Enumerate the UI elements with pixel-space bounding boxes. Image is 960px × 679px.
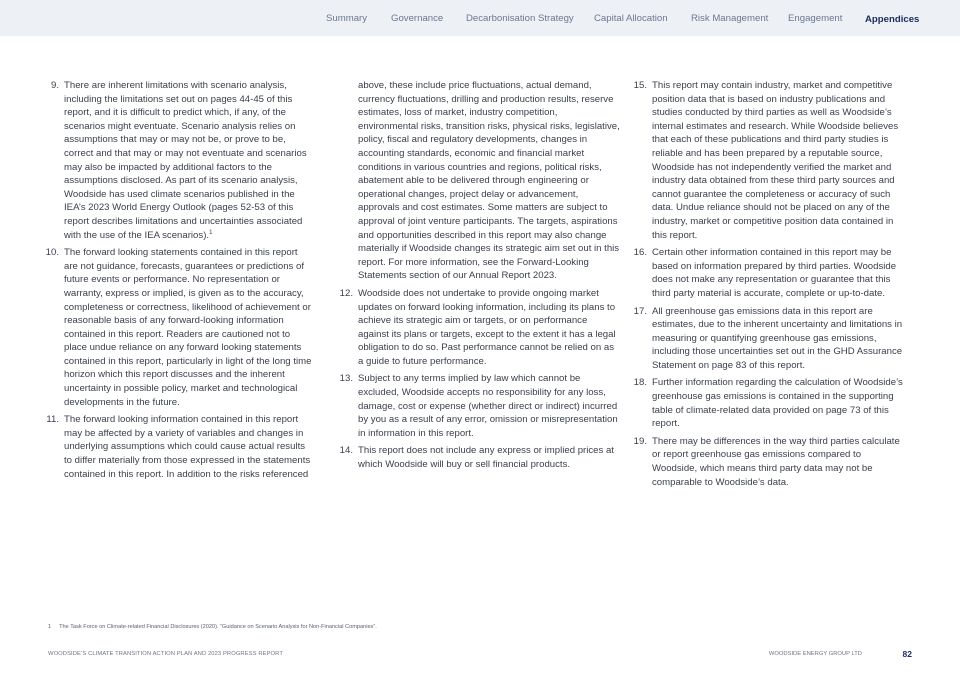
footnote-reference: 1 [209,229,213,236]
note-text: Further information regarding the calculation of Woodside’s greenhouse gas emissions is contained in the supporting table of climate-related data provided on page 73 of this report. [652,377,903,430]
note-text: The forward looking statements contained in this report are not guidance, forecasts, guarantees or predictions of future events or performance. No representation or warranty, express or implied, is given as to the accuracy, completeness or correctness, likelihood of achievement or reasonable basis of any forward-looking information contained in this report. Readers are cautioned not to place undue reliance on any forward looking statements contained in this report, particularly in light of the long time horizon which this report discusses and the inherent uncertainty in possible policy, market and technological developments in the future. [64,247,312,408]
note-text: Certain other information contained in this report may be based on information prepared by third parties. Woodside does not make any representation or guarantee that this third party material is accurate, complete or up-to-date. [652,247,897,299]
notes-column-2 [338,79,620,476]
note-14 [338,444,620,471]
note-19 [632,435,908,489]
nav-appendices[interactable]: Appendices [865,14,920,25]
page-number: 82 [902,649,912,659]
note-16 [632,246,908,300]
note-text: This report does not include any express or implied prices at which Woodside will buy or sell financial products. [358,445,614,471]
note-text: Subject to any terms implied by law which cannot be excluded, Woodside accepts no responsibility for any loss, damage, cost or expense (whether direct or indirect) incurred by you as a result of any error, omission or misrepresentation in information in this report. [358,373,618,439]
note-17 [632,305,908,373]
note-number: 19. [633,435,647,447]
note-text: Woodside does not undertake to provide ongoing market updates on forward looking information, including its plans to achieve its strategic aim or targets, or on performance against its plans or targets, except to the extent it has a legal obligation to do so. Past performance cannot be relied on as a guide to future performance. [358,287,616,367]
note-number: 14. [339,445,353,457]
footnote-text: The Task Force on Climate-related Financial Disclosures (2020). “Guidance on Scenario Analysis for Non-Financial Companies”. [59,624,377,630]
note-text: There may be differences in the way third parties calculate or report greenhouse gas emissions compared to Woodside, which means third party data may not be comparable to Woodside’s data. [652,435,900,488]
footnote-number: 1 [48,624,52,630]
nav-risk-management[interactable]: Risk Management [691,13,769,24]
note-number: 15. [633,80,647,91]
note-text: There are inherent limitations with scenario analysis, including the limitations set out on pages 44-45 of this report, and it is difficult to predict which, if any, of the scenarios might eventuate. Scenario analysis relies on assumptions that may or may not be, or prove to be, correct and that may or may not eventuate and scenarios may also be impacted by additional factors to the assumptions disclosed. As part of its scenario analysis, Woodside has used climate scenarios published in the IEA’s 2023 World Energy Outlook (pages 52-53 of this report describes limitations and uncertainties associated with the use of the IEA scenarios).$^1$ [64,80,307,241]
nav-governance[interactable]: Governance [391,13,444,24]
nav-engagement[interactable]: Engagement [788,13,843,24]
footer-company-name: WOODSIDE ENERGY GROUP LTD [768,651,862,657]
top-navigation [0,0,960,36]
note-text: The forward looking information contained in this report may be affected by a variety of variables and changes in underlying assumptions which could cause actual results to differ materially from those expressed in the statements contained in this report. In addition to the risks referenced [64,414,311,480]
note-number: 16. [633,247,647,259]
note-number: 17. [633,305,647,317]
nav-summary[interactable]: Summary [326,13,368,24]
footer-report-title: WOODSIDE’S CLIMATE TRANSITION ACTION PLAN AND 2023 PROGRESS REPORT [48,651,283,657]
note-number: 10. [45,247,59,259]
note-number: 9. [50,80,59,91]
note-11-continued: above, these include price fluctuations, actual demand, currency fluctuations, drilling and production results, reserve estimates, loss of market, industry competition, environmental risks, transition risks, physical risks, legislative, policy, fiscal and regulatory developments, changes in accounting standards, economic and financial market conditions in various countries and regions, political risks, abatement able to be delivered through engineering or operational changes, project delay or advancement, approvals and cost estimates. Some matters are subject to approval of joint venture participants. The targets, aspirations and opportunities described in this report may also change materially if Woodside changes its strategic aim set out in this report. For more information, see the Forward-Looking Statements section of our Annual Report 2023. [358,80,620,282]
note-text: This report may contain industry, market and competitive position data that is based on industry publications and studies conducted by third parties as well as Woodside’s internal estimates and research. While Woodside believes that each of these publications and third party studies is reliable and has been prepared by a reputable source, Woodside has not independently verified the market and industry data obtained from these third party sources and cannot guarantee the completeness or accuracy of such data. Undue reliance should not be placed on any of the industry, market or competitive position data contained in this report. [652,80,899,241]
note-18 [632,376,908,430]
note-text: All greenhouse gas emissions data in this report are estimates, due to the inherent uncertainty and limitations in measuring or quantifying greenhouse gas emissions, including those uncertainties set out in the GHD Assurance Statement on page 83 of this report. [652,305,903,371]
note-number: 12. [339,287,353,299]
nav-capital-allocation[interactable]: Capital Allocation [594,13,668,24]
nav-decarbonisation-strategy[interactable]: Decarbonisation Strategy [466,13,574,24]
note-number: 11. [46,414,59,426]
note-15 [632,79,908,242]
footnote [48,624,377,630]
note-number: 18. [633,377,647,389]
note-13 [338,372,620,440]
notes-column-3 [632,79,908,493]
note-11 [44,413,314,481]
note-12 [338,287,620,369]
notes-column-1 [44,79,314,485]
note-10 [44,246,314,409]
note-number: 13. [339,373,353,385]
note-9 [44,79,314,242]
